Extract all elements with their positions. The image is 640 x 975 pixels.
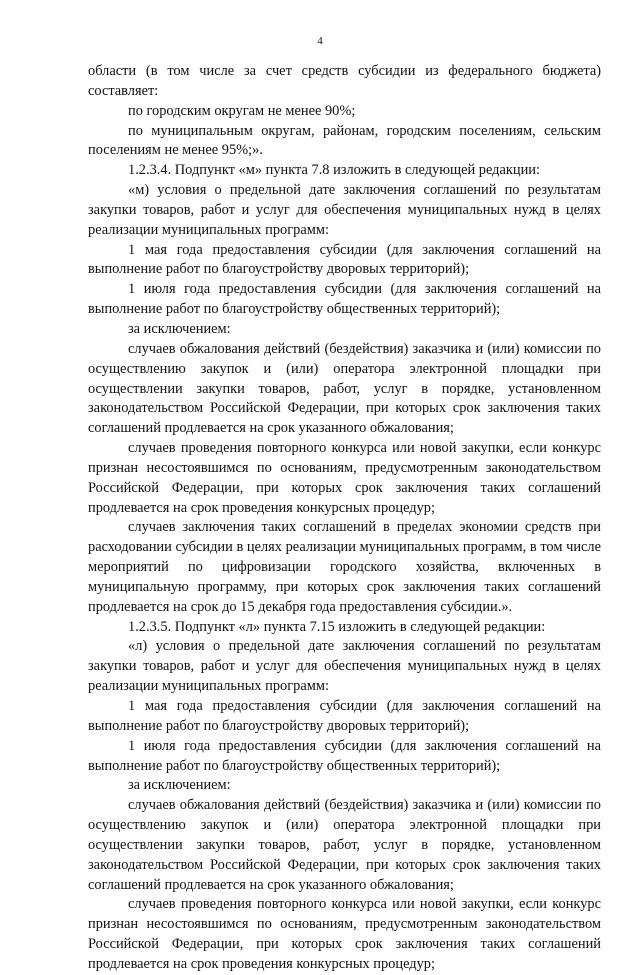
paragraph: случаев обжалования действий (бездействия) заказчика и (или) комиссии по осуществлению закупок и (или) оператора электронной площадки при осуществлении закупки товаров, работ, услуг в порядке, установленном законодательством Российской Федерации, при которых срок заключения таких соглашений продлевается на срок указанного обжалования;	[88, 797, 601, 893]
paragraph: по муниципальным округам, районам, городским поселениям, сельским поселениям не менее 95%;».	[88, 122, 601, 159]
paragraph: 1 июля года предоставления субсидии (для заключения соглашений на выполнение работ по благоустройству общественных территорий);	[88, 281, 601, 318]
page-number: 4	[317, 35, 323, 47]
paragraph: за исключением:	[128, 777, 231, 794]
paragraph: случаев проведения повторного конкурса или новой закупки, если конкурс признан несостоявшимся по основаниям, предусмотренным законодательством Российской Федерации, при которых срок заключения таких соглашений продлевается на срок проведения конкурсных процедур;	[88, 440, 601, 516]
paragraph: области (в том числе за счет средств субсидии из федерального бюджета) составляет:	[88, 63, 601, 99]
paragraph: «м) условия о предельной дате заключения соглашений по результатам закупки товаров, работ и услуг для обеспечения муниципальных нужд в целях реализации муниципальных программ:	[88, 182, 601, 238]
paragraph: 1 июля года предоставления субсидии (для заключения соглашений на выполнение работ по благоустройству общественных территорий);	[88, 737, 601, 774]
paragraph: по городским округам не менее 90%;	[128, 102, 356, 119]
paragraph: 1 мая года предоставления субсидии (для заключения соглашений на выполнение работ по благоустройству дворовых территорий);	[88, 241, 601, 278]
paragraph: 1.2.3.5. Подпункт «л» пункта 7.15 изложить в следующей редакции:	[128, 618, 546, 635]
paragraph: 1.2.3.4. Подпункт «м» пункта 7.8 изложить в следующей редакции:	[128, 162, 540, 179]
paragraph: случаев заключения таких соглашений в пределах экономии средств при расходовании субсидии в целях реализации муниципальных программ, в том числе мероприятий по цифровизации городского хозяйства, включенных в муниципальную программу, при которых срок заключения таких соглашений продлевается на срок до 15 декабря года предоставления субсидии.».	[88, 519, 601, 615]
paragraph: «л) условия о предельной дате заключения соглашений по результатам закупки товаров, работ и услуг для обеспечения муниципальных нужд в целях реализации муниципальных программ:	[88, 638, 601, 695]
paragraph: случаев проведения повторного конкурса или новой закупки, если конкурс признан несостоявшимся по основаниям, предусмотренным законодательством Российской Федерации, при которых срок заключения таких соглашений продлевается на срок проведения конкурсных процедур;	[88, 896, 601, 972]
paragraph: за исключением:	[128, 320, 231, 337]
paragraph: случаев обжалования действий (бездействия) заказчика и (или) комиссии по осуществлению закупок и (или) оператора электронной площадки при осуществлении закупки товаров, работ, услуг в порядке, установленном законодательством Российской Федерации, при которых срок заключения таких соглашений продлевается на срок указанного обжалования;	[88, 340, 601, 437]
paragraph: 1 мая года предоставления субсидии (для заключения соглашений на выполнение работ по благоустройству дворовых территорий);	[88, 698, 601, 734]
document-body	[88, 62, 601, 975]
